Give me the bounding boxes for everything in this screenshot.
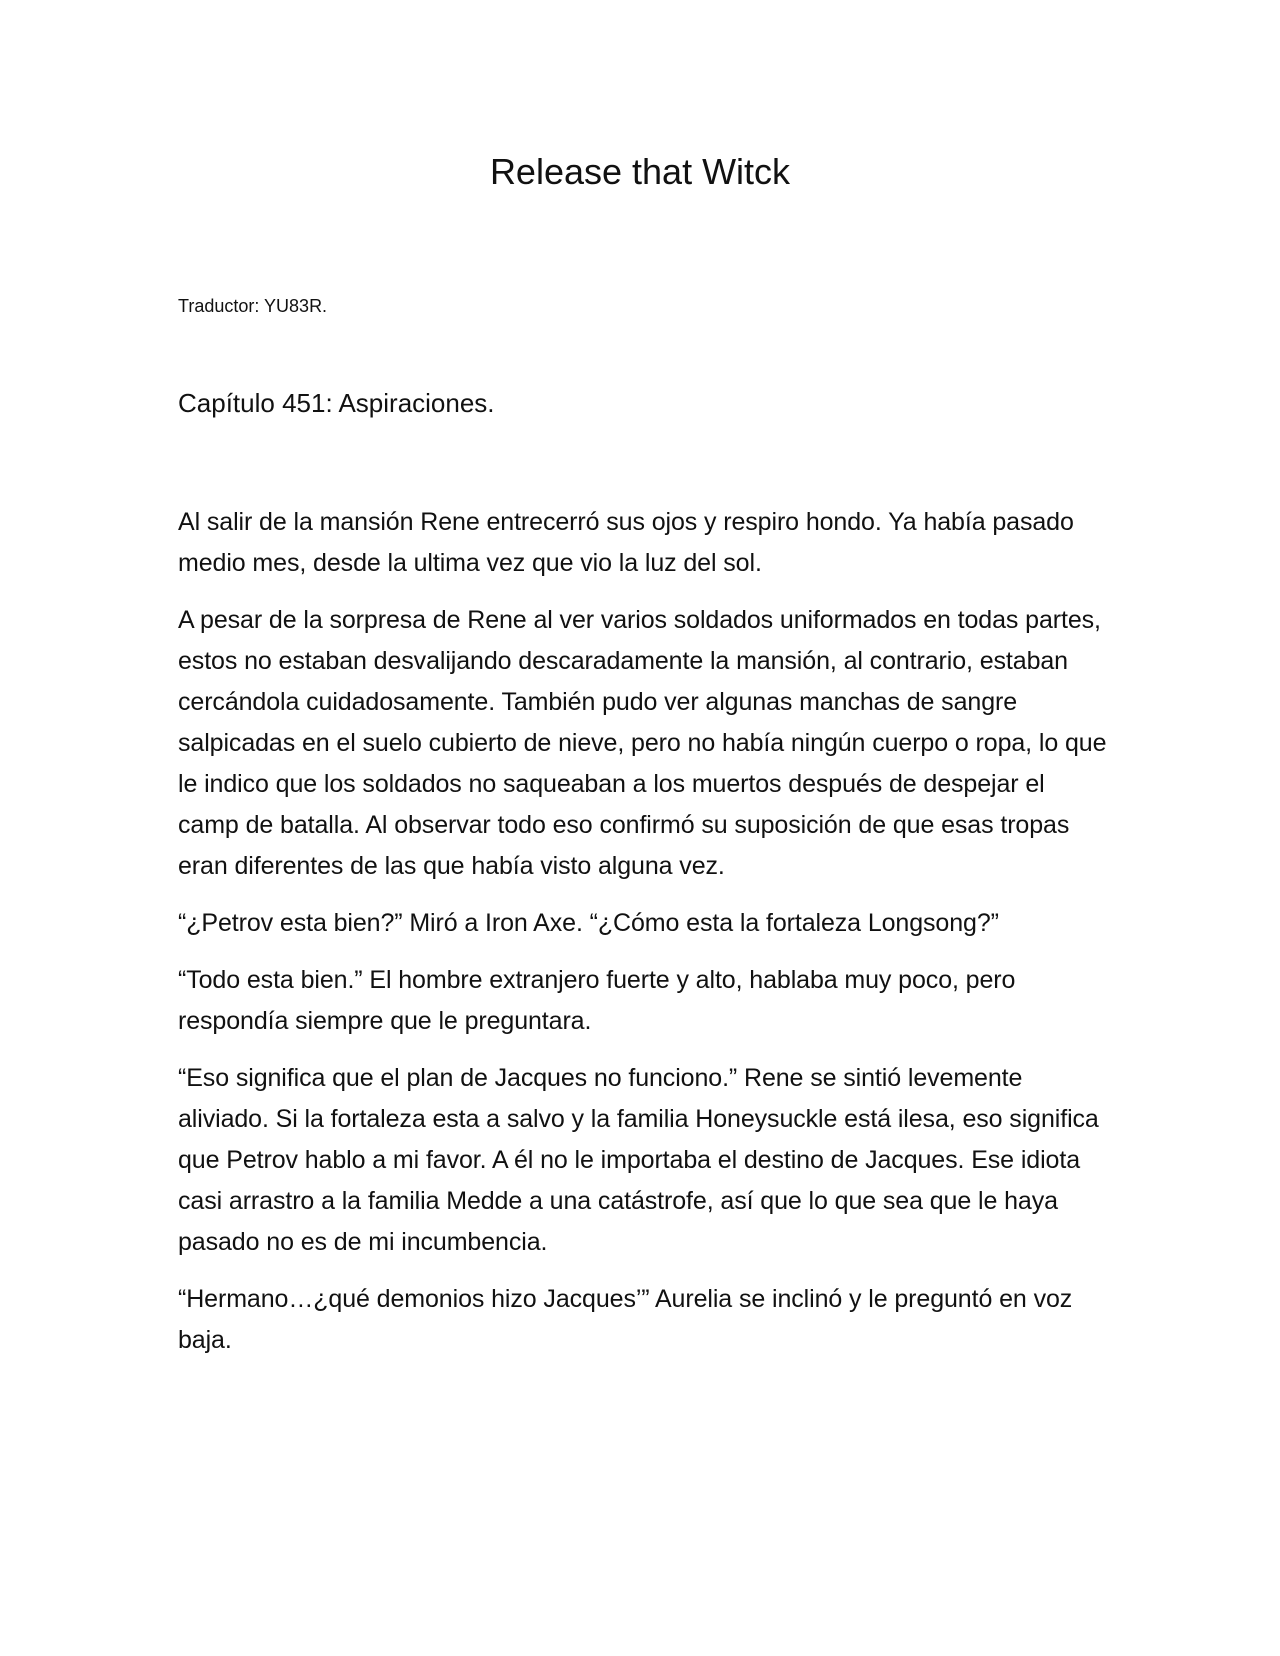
paragraph-3: “¿Petrov esta bien?” Miró a Iron Axe. “¿Cómo esta la fortaleza Longsong?” [178, 909, 999, 937]
chapter-heading: Capítulo 451: Aspiraciones. [178, 388, 495, 418]
paragraph-2: A pesar de la sorpresa de Rene al ver varios soldados uniformados en todas partes, estos no estaban desvalijando descaradamente la mansión, al contrario, estaban cercándola cuidadosamente. También pudo ver algunas manchas de sangre salpicadas en el suelo cubierto de nieve, pero no había ningún cuerpo o ropa, lo que le indico que los soldados no saqueaban a los muertos después de despejar el camp de batalla. Al observar todo eso confirmó su suposición de que esas tropas eran diferentes de las que había visto alguna vez. [178, 606, 1107, 880]
paragraph-1: Al salir de la mansión Rene entrecerró sus ojos y respiro hondo. Ya había pasado medio mes, desde la ultima vez que vio la luz del sol. [178, 508, 1074, 577]
paragraph-6: “Hermano…¿qué demonios hizo Jacques’” Aurelia se inclinó y le preguntó en voz baja. [178, 1285, 1073, 1354]
document-title: Release that Witck [489, 151, 791, 192]
chapter-body [178, 502, 1108, 1377]
translator-credit: Traductor: YU83R. [178, 296, 328, 316]
paragraph-4: “Todo esta bien.” El hombre extranjero fuerte y alto, hablaba muy poco, pero respondía siempre que le preguntara. [178, 966, 1016, 1035]
paragraph-5: “Eso significa que el plan de Jacques no funciono.” Rene se sintió levemente aliviado. Si la fortaleza esta a salvo y la familia Honeysuckle está ilesa, eso significa que Petrov hablo a mi favor. A él no le importaba el destino de Jacques. Ese idiota casi arrastro a la familia Medde a una catástrofe, así que lo que sea que le haya pasado no es de mi incumbencia. [178, 1064, 1099, 1256]
